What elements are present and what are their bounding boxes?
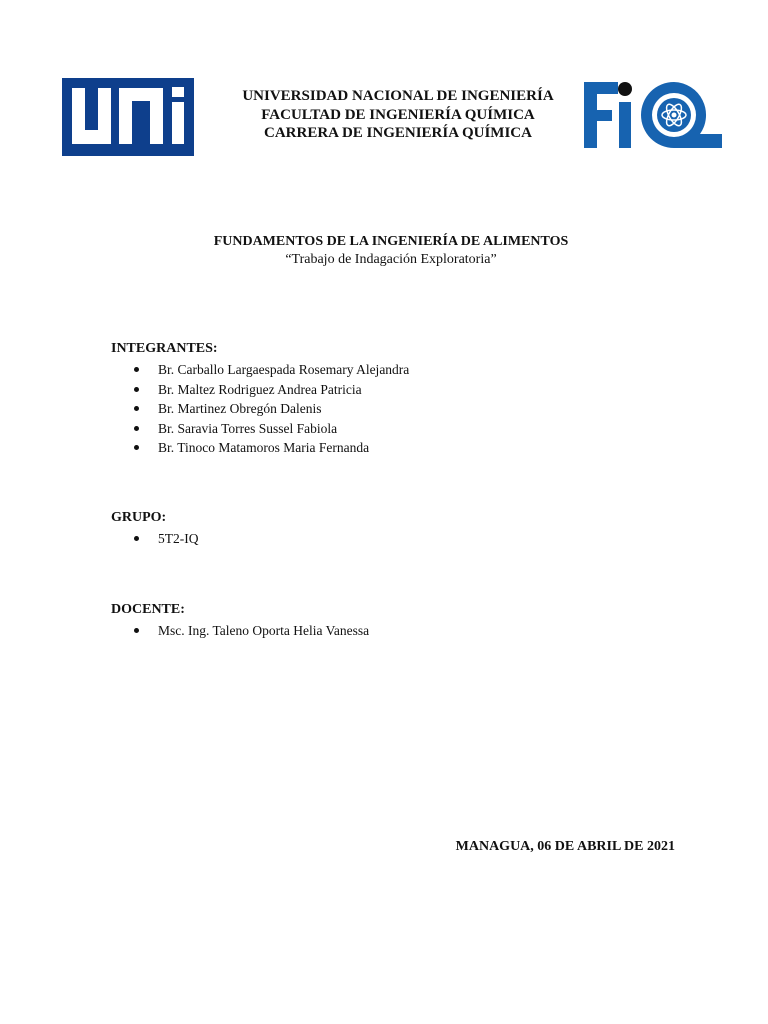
group-heading: GRUPO:	[111, 510, 167, 525]
list-item	[111, 380, 671, 400]
bullet-icon	[134, 426, 139, 431]
member-name: Br. Carballo Largaespada Rosemary Alejandra	[158, 362, 410, 377]
university-name: UNIVERSIDAD NACIONAL DE INGENIERÍA	[242, 88, 554, 104]
bullet-icon	[134, 406, 139, 411]
members-heading: INTEGRANTES:	[111, 341, 218, 356]
member-name: Br. Martinez Obregón Dalenis	[158, 401, 322, 416]
career-name: CARRERA DE INGENIERÍA QUÍMICA	[264, 125, 532, 141]
course-block	[100, 233, 682, 269]
list-item	[111, 399, 671, 419]
course-title: FUNDAMENTOS DE LA INGENIERÍA DE ALIMENTOS	[213, 234, 569, 249]
members-list	[111, 360, 671, 458]
teacher-heading: DOCENTE:	[111, 602, 185, 617]
bullet-icon	[134, 628, 139, 633]
group-code: 5T2-IQ	[158, 531, 199, 546]
teacher-list	[111, 621, 671, 641]
bullet-icon	[134, 536, 139, 541]
member-name: Br. Maltez Rodriguez Andrea Patricia	[158, 381, 362, 397]
place-date: MANAGUA, 06 DE ABRIL DE 2021	[455, 839, 675, 854]
teacher-name: Msc. Ing. Taleno Oporta Helia Vanessa	[158, 623, 370, 638]
list-item	[111, 621, 671, 641]
course-subtitle: “Trabajo de Indagación Exploratoria”	[285, 252, 497, 267]
member-name: Br. Tinoco Matamoros Maria Fernanda	[158, 440, 370, 455]
group-list	[111, 529, 671, 549]
bullet-icon	[134, 367, 139, 372]
teacher-section	[111, 601, 671, 641]
uni-logo	[62, 78, 194, 156]
faculty-name: FACULTAD DE INGENIERÍA QUÍMICA	[261, 106, 535, 123]
list-item	[111, 529, 671, 549]
bullet-icon	[134, 387, 139, 392]
institution-header	[200, 87, 596, 143]
list-item	[111, 419, 671, 439]
bullet-icon	[134, 445, 139, 450]
members-section	[111, 340, 671, 458]
list-item	[111, 360, 671, 380]
fiq-logo	[582, 78, 724, 152]
list-item	[111, 438, 671, 458]
group-section	[111, 509, 671, 549]
member-name: Br. Saravia Torres Sussel Fabiola	[158, 420, 338, 436]
